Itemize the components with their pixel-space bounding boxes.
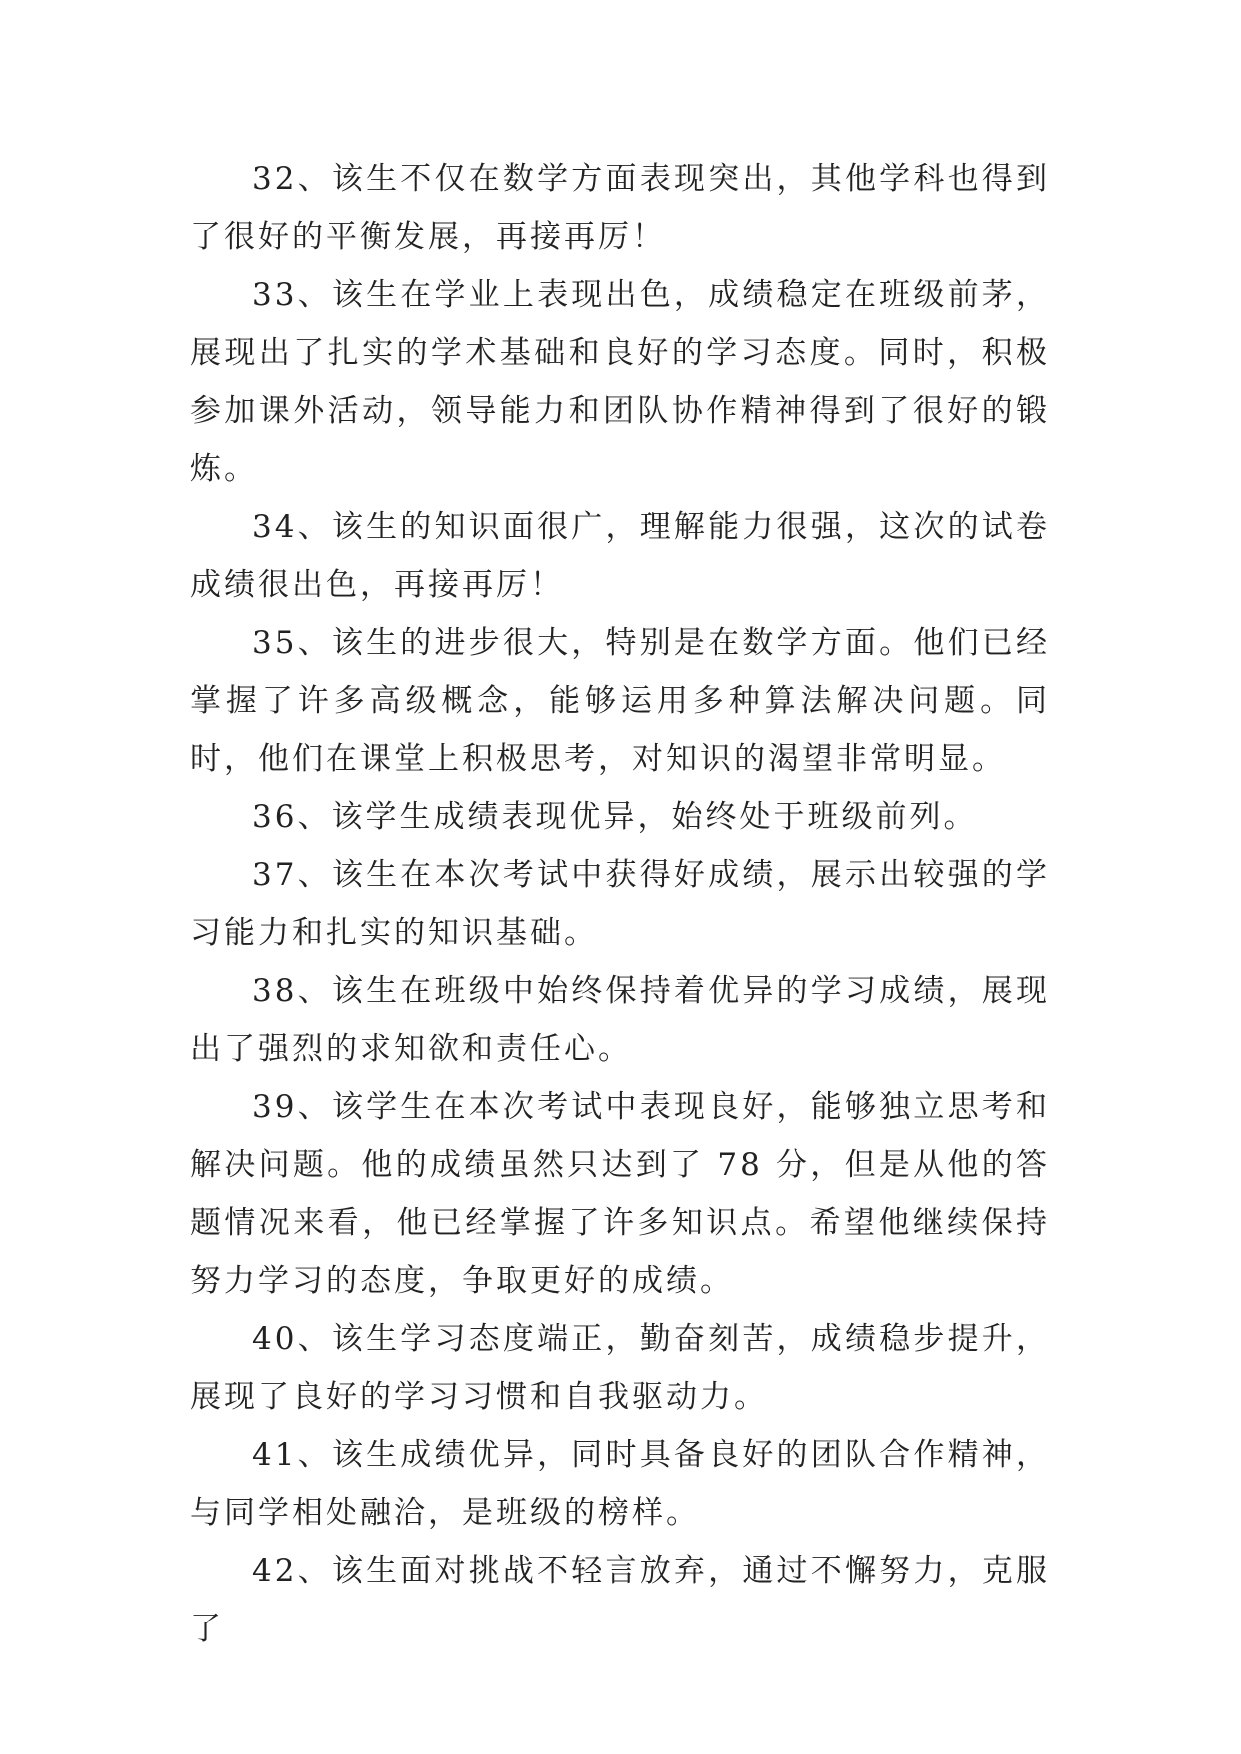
paragraph-40: 40、该生学习态度端正，勤奋刻苦，成绩稳步提升，展现了良好的学习习惯和自我驱动力。	[190, 1321, 1050, 1415]
paragraph-37: 37、该生在本次考试中获得好成绩，展示出较强的学习能力和扎实的知识基础。	[190, 857, 1050, 951]
paragraph-35: 35、该生的进步很大，特别是在数学方面。他们已经掌握了许多高级概念，能够运用多种算法解决问题。同时，他们在课堂上积极思考，对知识的渴望非常明显。	[190, 625, 1050, 777]
paragraph-38: 38、该生在班级中始终保持着优异的学习成绩，展现出了强烈的求知欲和责任心。	[190, 973, 1050, 1067]
document-body	[190, 150, 1050, 1658]
paragraph-42: 42、该生面对挑战不轻言放弃，通过不懈努力，克服了	[190, 1553, 1050, 1647]
paragraph-33: 33、该生在学业上表现出色，成绩稳定在班级前茅，展现出了扎实的学术基础和良好的学习态度。同时，积极参加课外活动，领导能力和团队协作精神得到了很好的锻炼。	[190, 277, 1050, 487]
paragraph-39: 39、该学生在本次考试中表现良好，能够独立思考和解决问题。他的成绩虽然只达到了 78 分，但是从他的答题情况来看，他已经掌握了许多知识点。希望他继续保持努力学习的态度，争取更好的成绩。	[190, 1089, 1050, 1299]
paragraph-34: 34、该生的知识面很广，理解能力很强，这次的试卷成绩很出色，再接再厉！	[190, 509, 1050, 603]
paragraph-36: 36、该学生成绩表现优异，始终处于班级前列。	[252, 799, 978, 835]
paragraph-41: 41、该生成绩优异，同时具备良好的团队合作精神，与同学相处融洽，是班级的榜样。	[190, 1437, 1050, 1531]
paragraph-32: 32、该生不仅在数学方面表现突出，其他学科也得到了很好的平衡发展，再接再厉！	[190, 161, 1050, 255]
